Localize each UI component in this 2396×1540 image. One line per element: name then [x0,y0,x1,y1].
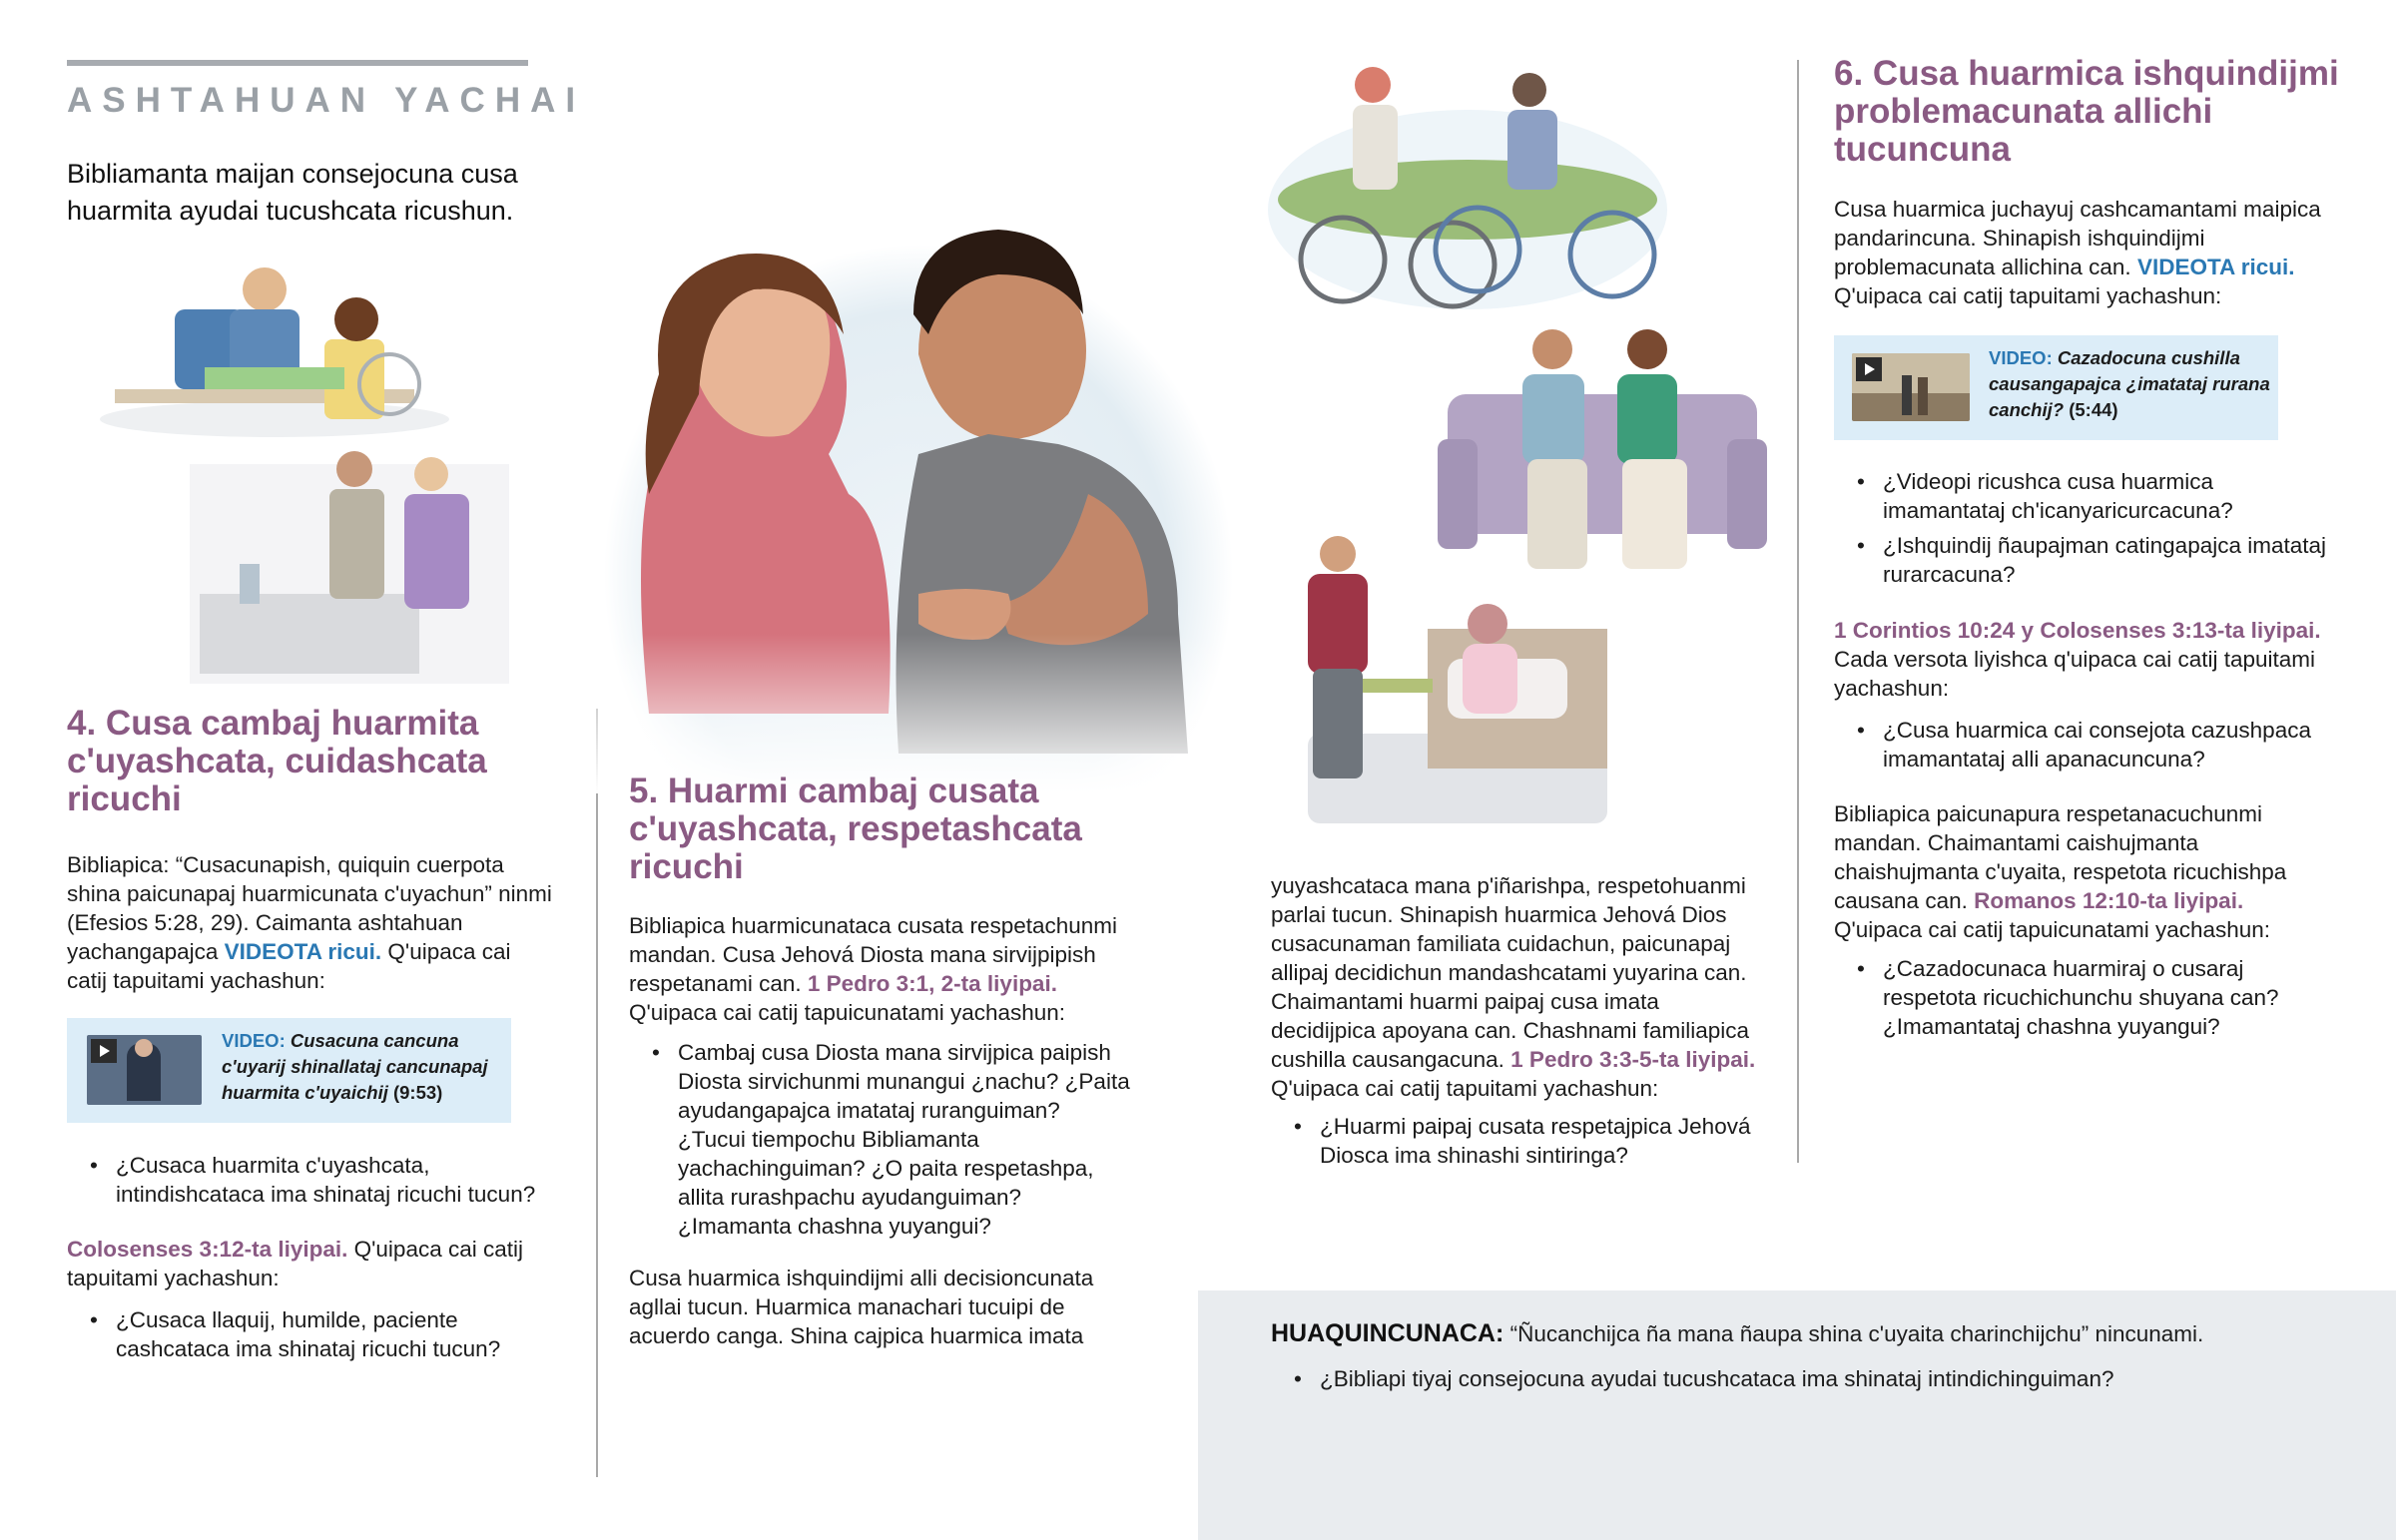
bible-study-illustration [95,240,454,439]
pedro-3-1-link[interactable]: 1 Pedro 3:1, 2-ta liyipai. [807,971,1057,996]
list-item: • ¿Videopi ricushca cusa huarmica imamantataj ch'icanyaricurcacuna? [1857,467,2336,525]
section-6-bullets-1 [1857,467,2336,589]
kitchen-couple-illustration [180,444,519,684]
section-6-video-link[interactable]: VIDEOTA ricui. [2136,255,2295,279]
pedro-3-3-link[interactable]: 1 Pedro 3:3-5-ta liyipai. [1510,1047,1756,1072]
colosenses-link[interactable]: Colosenses 3:12-ta liyipai. [67,1237,348,1262]
section-6-paragraph: Cusa huarmica juchayuj cashcamantami maipica pandarincuna. Shinapish ishquindijmi problemacunata allichina can. VIDEOTA ricui. Q'uipaca cai catij tapuitami yachashun: [1834,197,2321,308]
section-5-continued-bullets [1294,1112,1773,1170]
footer-bullets [1294,1364,2372,1393]
list-item: • ¿Cusaca huarmita c'uyashcata, intindishcataca ima shinataj ricuchi tucun? [90,1151,559,1209]
column-divider [596,709,598,1477]
video-thumbnail[interactable] [87,1035,202,1105]
section-5-paragraph: Bibliapica huarmicunataca cusata respetachunmi mandan. Cusa Jehová Diosta mana sirvijpipish respetanami can. 1 Pedro 3:1, 2-ta liyipai. Q'uipaca cai catij tapuicunatami yachashun: [629,913,1118,1025]
list-item: • Cambaj cusa Diosta mana sirvijpica paipish Diosta sirvichunmi munangui ¿nachu? ¿Paita ayudangapajca imatataj ruranguiman? ¿Tucui tiempochu Bibliamanta yachachinguiman? ¿O paita respetashpa, allita rurashpachu ayudanguiman? ¿Imamanta chashna yuyangui? [652,1038,1131,1241]
section-6-video-box[interactable]: VIDEO: Cazadocuna cushilla causangapajca ¿imatataj rurana canchij? (5:44) [1834,335,2278,440]
section-6-paragraph-2: Bibliapica paicunapura respetanacuchunmi mandan. Chaimantami caishujmanta chaishujmanta c'uyaita, respetota ricuchishpa causana can. Romanos 12:10-ta liyipai. Q'uipaca cai catij tapuicunatami yachashun: [1834,801,2287,942]
column-divider [1797,60,1799,1163]
list-item: • ¿Bibliapi tiyaj consejocuna ayudai tucushcataca ima shinataj intindichinguiman? [1294,1364,2372,1393]
section-4-bullets-1 [90,1151,559,1209]
corintios-colosenses-link[interactable]: 1 Corintios 10:24 y Colosenses 3:13-ta liyipai. [1834,618,2321,643]
section-5-paragraph-2: Cusa huarmica ishquindijmi alli decisioncunata agllai tucun. Huarmica manachari tucuipi de acuerdo canga. Shina cajpica huarmica imata [629,1266,1094,1348]
header-rule [67,60,528,66]
list-item: • ¿Cusaca llaquij, humilde, paciente cashcataca ima shinataj ricuchi tucun? [90,1305,559,1363]
couple-holding-hands-illustration [589,195,1238,793]
video-thumbnail[interactable] [1852,353,1970,421]
section-6-heading: 6. Cusa huarmica ishquindijmi problemacunata allichi tucuncuna [1834,54,2339,169]
section-4-heading: 4. Cusa cambaj huarmita c'uyashcata, cuidashcata ricuchi [67,704,487,818]
section-4-paragraph: Bibliapica: “Cusacunapish, quiquin cuerpota shina paicunapaj huarmicunata c'uyachun” ninmi (Efesios 5:28, 29). Caimanta ashtahuan yachangapajca VIDEOTA ricui. Q'uipaca cai catij tapuitami yachashun: [67,852,552,993]
section-5-continued: yuyashcataca mana p'iñarishpa, respetohuanmi parlai tucun. Shinapish huarmica Jehová Dios cusacunaman familiata cuidachun, paicunapaj allipaj decidichun mandashcatami yuyarina can. Chaimantami huarmi paipaj cusa imata decidijpica apoyana can. Chashnami familiapica cushilla causangacuna. 1 Pedro 3:3-5-ta liyipai. Q'uipaca cai catij tapuitami yachashun: [1271,873,1756,1101]
couple-cycling-illustration [1258,60,1677,329]
section-4-video-box[interactable]: VIDEO: Cusacuna cancuna c'uyarij shinallataj cancunapaj huarmita c'uyaichij (9:53) [67,1018,511,1123]
section-4-bullets-2 [90,1305,559,1363]
play-icon [91,1039,117,1063]
section-6-bullets-2 [1857,716,2336,773]
footer-statement: HUAQUINCUNACA: “Ñucanchijca ña mana ñaupa shina c'uyaita charinchijchu” nincunami. [1271,1319,2204,1347]
intro-text: Bibliamanta maijan consejocuna cusa huarmita ayudai tucushcata ricushun. [67,159,518,226]
section-4-reference: Colosenses 3:12-ta liyipai. Q'uipaca cai catij tapuitami yachashun: [67,1237,524,1290]
list-item: • ¿Cazadocunaca huarmiraj o cusaraj respetota ricuchichunchu shuyana can? ¿Imamantataj chashna yuyangui? [1857,954,2336,1041]
section-5-heading: 5. Huarmi cambaj cusata c'uyashcata, respetashcata ricuchi [629,771,1082,886]
list-item: • ¿Ishquindij ñaupajman catingapajca imatataj rurarcacuna? [1857,531,2336,589]
list-item: • ¿Huarmi paipaj cusata respetajpica Jehová Diosca ima shinashi sintiringa? [1294,1112,1773,1170]
list-item: • ¿Cusa huarmica cai consejota cazushpaca imamantataj alli apanacuncuna? [1857,716,2336,773]
romanos-link[interactable]: Romanos 12:10-ta liyipai. [1974,888,2244,913]
section-6-reference: 1 Corintios 10:24 y Colosenses 3:13-ta liyipai. Cada versota liyishca q'uipaca cai catij tapuitami yachashun: [1834,618,2321,701]
section-5-bullets [652,1038,1131,1241]
caregiving-bedside-illustration [1268,534,1627,833]
play-icon [1856,357,1882,381]
section-6-bullets-3 [1857,954,2336,1041]
footer-label: HUAQUINCUNACA: [1271,1319,1504,1347]
section-4-video-link[interactable]: VIDEOTA ricui. [224,939,382,964]
page-title: ASHTAHUAN YACHAI [67,81,586,120]
